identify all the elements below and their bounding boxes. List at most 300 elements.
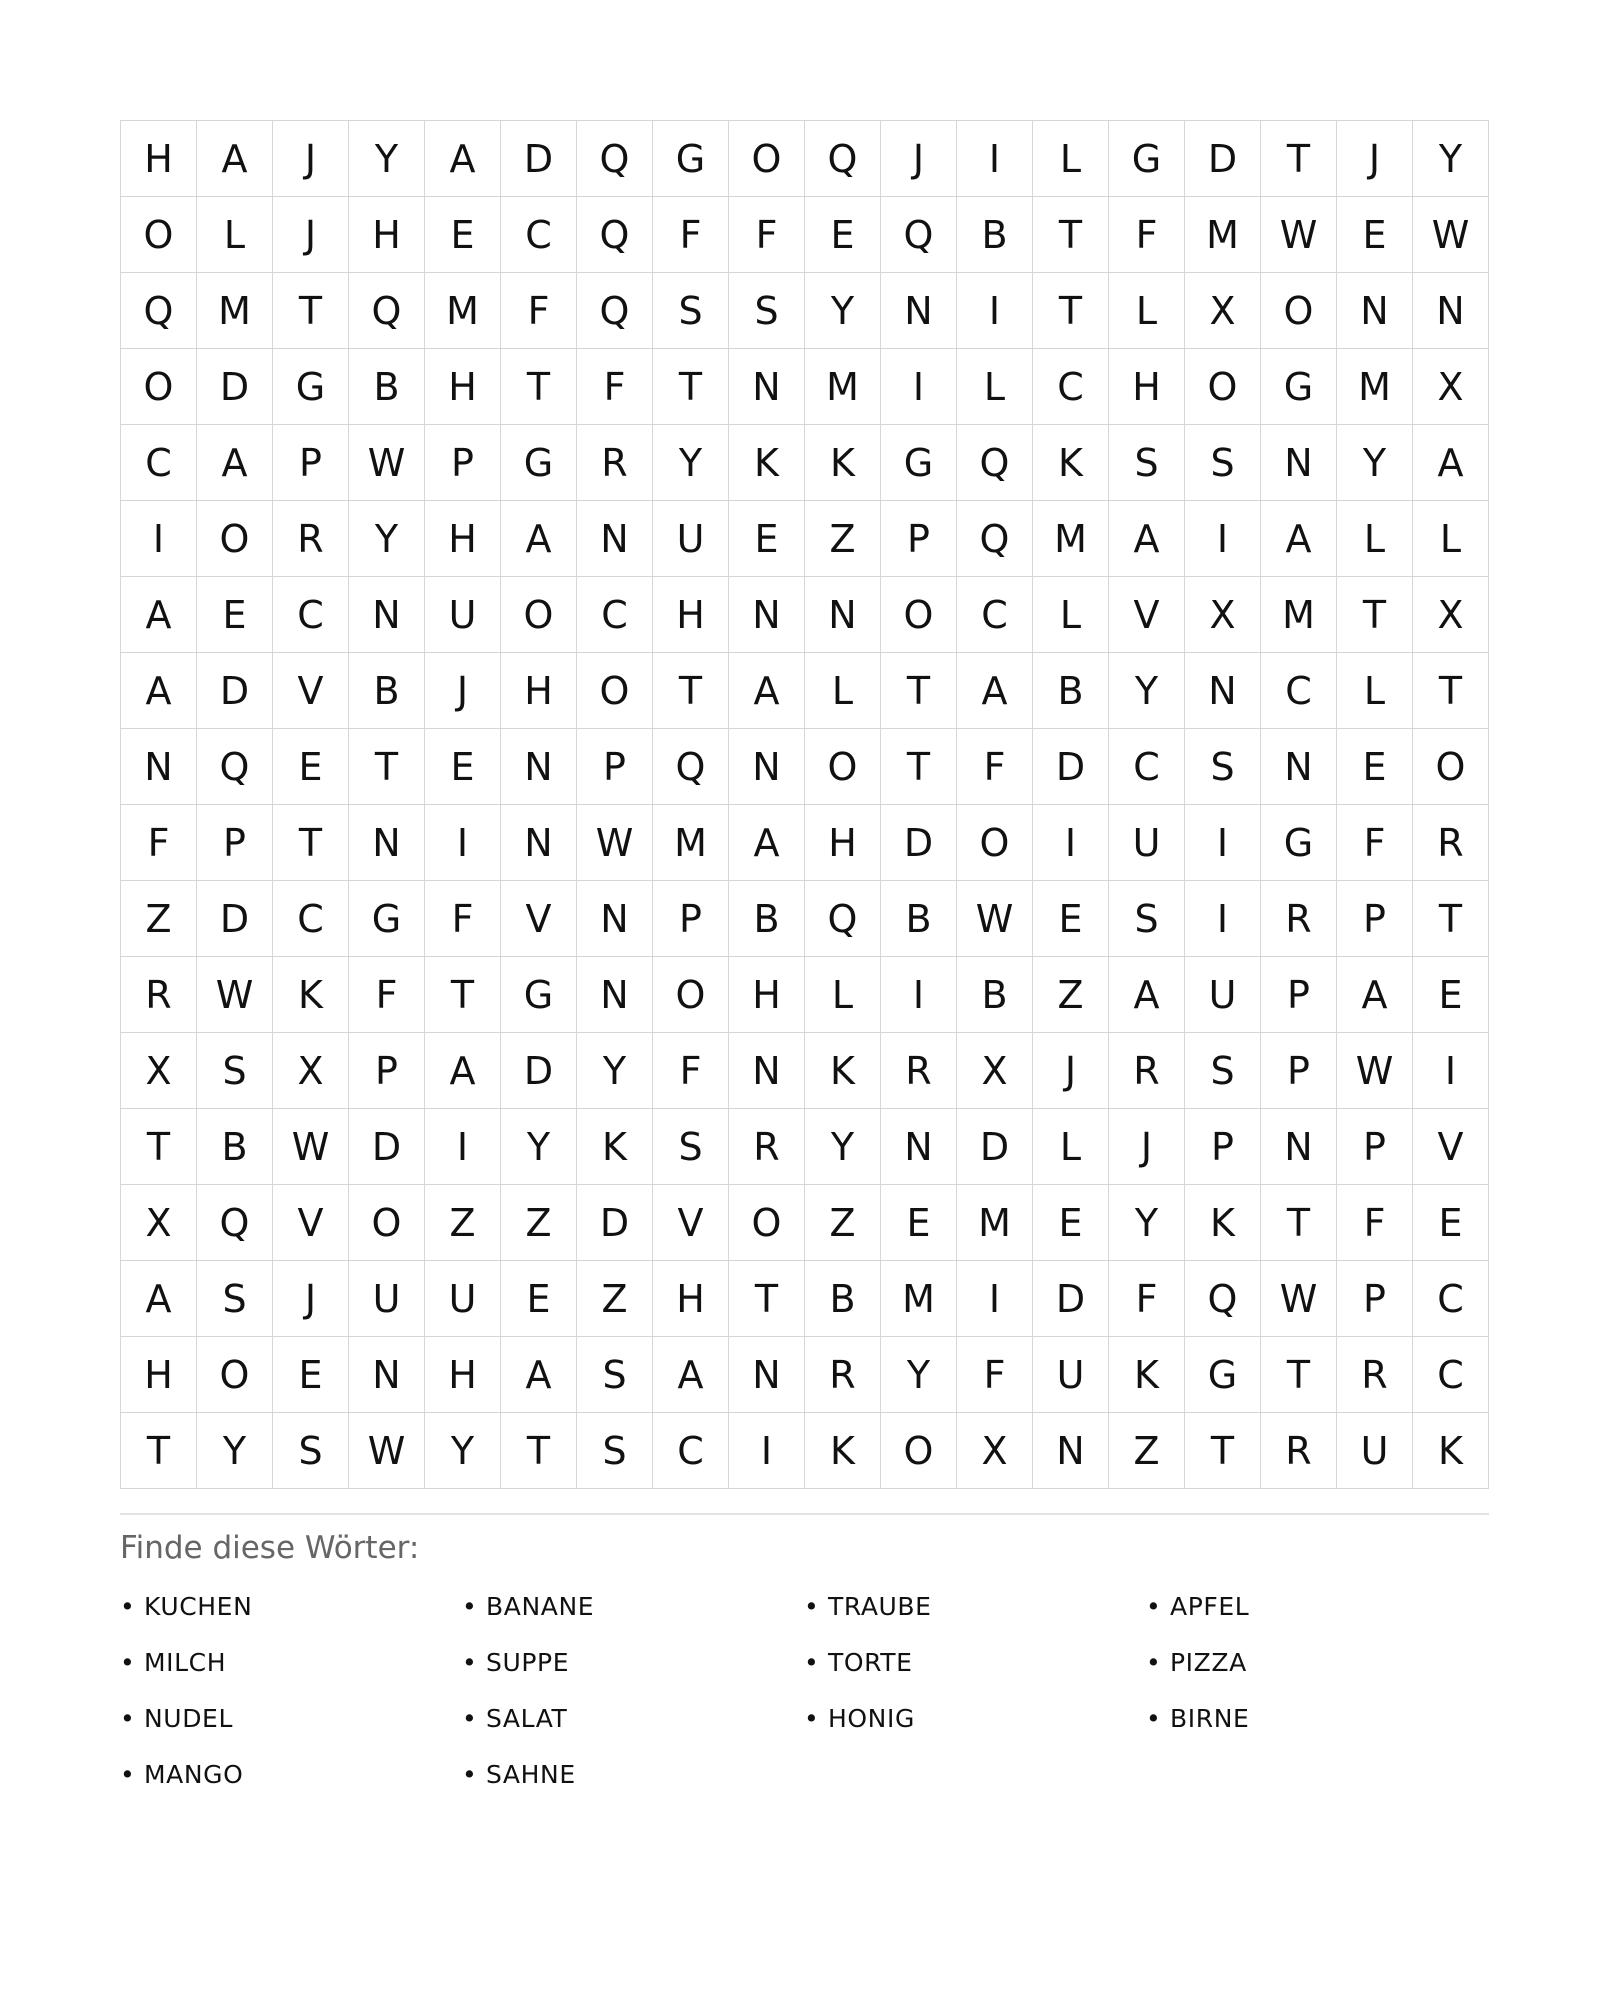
grid-cell[interactable]: O [121, 349, 197, 425]
grid-cell[interactable]: M [425, 273, 501, 349]
grid-cell[interactable]: N [729, 1033, 805, 1109]
grid-cell[interactable]: Q [881, 197, 957, 273]
grid-cell[interactable]: B [957, 197, 1033, 273]
grid-cell[interactable]: X [1413, 349, 1489, 425]
grid-cell[interactable]: M [1337, 349, 1413, 425]
grid-cell[interactable]: L [1033, 1109, 1109, 1185]
grid-cell[interactable]: S [1185, 425, 1261, 501]
grid-cell[interactable]: Z [425, 1185, 501, 1261]
grid-cell[interactable]: L [197, 197, 273, 273]
grid-cell[interactable]: C [957, 577, 1033, 653]
grid-cell[interactable]: B [1033, 653, 1109, 729]
grid-cell[interactable]: N [121, 729, 197, 805]
grid-cell[interactable]: E [425, 729, 501, 805]
grid-cell[interactable]: C [1261, 653, 1337, 729]
grid-cell[interactable]: Y [501, 1109, 577, 1185]
grid-cell[interactable]: O [577, 653, 653, 729]
grid-cell[interactable]: H [349, 197, 425, 273]
grid-cell[interactable]: M [957, 1185, 1033, 1261]
grid-cell[interactable]: O [1261, 273, 1337, 349]
grid-cell[interactable]: H [425, 1337, 501, 1413]
grid-cell[interactable]: I [425, 1109, 501, 1185]
grid-cell[interactable]: N [577, 501, 653, 577]
grid-cell[interactable]: B [957, 957, 1033, 1033]
grid-cell[interactable]: I [957, 1261, 1033, 1337]
grid-cell[interactable]: T [501, 1413, 577, 1489]
grid-cell[interactable]: Q [957, 425, 1033, 501]
grid-cell[interactable]: O [653, 957, 729, 1033]
grid-cell[interactable]: O [729, 1185, 805, 1261]
grid-cell[interactable]: A [1413, 425, 1489, 501]
grid-cell[interactable]: O [1185, 349, 1261, 425]
grid-cell[interactable]: R [805, 1337, 881, 1413]
grid-cell[interactable]: F [653, 197, 729, 273]
grid-cell[interactable]: F [1109, 197, 1185, 273]
grid-cell[interactable]: T [349, 729, 425, 805]
grid-cell[interactable]: E [1033, 1185, 1109, 1261]
grid-cell[interactable]: R [729, 1109, 805, 1185]
grid-cell[interactable]: I [1185, 881, 1261, 957]
grid-cell[interactable]: I [1413, 1033, 1489, 1109]
grid-cell[interactable]: L [1109, 273, 1185, 349]
grid-cell[interactable]: P [1185, 1109, 1261, 1185]
grid-cell[interactable]: P [653, 881, 729, 957]
grid-cell[interactable]: Q [121, 273, 197, 349]
grid-cell[interactable]: P [577, 729, 653, 805]
grid-cell[interactable]: D [197, 881, 273, 957]
grid-cell[interactable]: U [1109, 805, 1185, 881]
grid-cell[interactable]: N [1261, 1109, 1337, 1185]
grid-cell[interactable]: Y [349, 501, 425, 577]
grid-cell[interactable]: A [121, 577, 197, 653]
grid-cell[interactable]: E [273, 729, 349, 805]
grid-cell[interactable]: N [729, 349, 805, 425]
grid-cell[interactable]: F [957, 729, 1033, 805]
grid-cell[interactable]: P [425, 425, 501, 501]
grid-cell[interactable]: F [1109, 1261, 1185, 1337]
grid-cell[interactable]: D [197, 349, 273, 425]
grid-cell[interactable]: H [1109, 349, 1185, 425]
grid-cell[interactable]: O [197, 1337, 273, 1413]
grid-cell[interactable]: D [501, 121, 577, 197]
grid-cell[interactable]: S [729, 273, 805, 349]
grid-cell[interactable]: U [1185, 957, 1261, 1033]
grid-cell[interactable]: T [121, 1109, 197, 1185]
grid-cell[interactable]: W [1261, 197, 1337, 273]
grid-cell[interactable]: Y [653, 425, 729, 501]
grid-cell[interactable]: J [273, 197, 349, 273]
grid-cell[interactable]: G [501, 425, 577, 501]
grid-cell[interactable]: E [1337, 729, 1413, 805]
grid-cell[interactable]: S [1185, 729, 1261, 805]
grid-cell[interactable]: Q [197, 729, 273, 805]
grid-cell[interactable]: G [1261, 349, 1337, 425]
grid-cell[interactable]: Q [349, 273, 425, 349]
grid-cell[interactable]: B [729, 881, 805, 957]
grid-cell[interactable]: R [273, 501, 349, 577]
grid-cell[interactable]: P [1261, 957, 1337, 1033]
grid-cell[interactable]: Q [577, 121, 653, 197]
grid-cell[interactable]: M [653, 805, 729, 881]
grid-cell[interactable]: F [729, 197, 805, 273]
grid-cell[interactable]: F [957, 1337, 1033, 1413]
grid-cell[interactable]: D [197, 653, 273, 729]
grid-cell[interactable]: G [349, 881, 425, 957]
grid-cell[interactable]: F [349, 957, 425, 1033]
grid-cell[interactable]: H [121, 1337, 197, 1413]
grid-cell[interactable]: N [805, 577, 881, 653]
grid-cell[interactable]: L [1033, 577, 1109, 653]
grid-cell[interactable]: Y [577, 1033, 653, 1109]
grid-cell[interactable]: O [805, 729, 881, 805]
grid-cell[interactable]: Q [957, 501, 1033, 577]
grid-cell[interactable]: H [425, 501, 501, 577]
grid-cell[interactable]: B [349, 349, 425, 425]
grid-cell[interactable]: N [1261, 729, 1337, 805]
grid-cell[interactable]: F [1337, 805, 1413, 881]
grid-cell[interactable]: T [1033, 197, 1109, 273]
grid-cell[interactable]: S [1185, 1033, 1261, 1109]
grid-cell[interactable]: Y [197, 1413, 273, 1489]
grid-cell[interactable]: L [805, 653, 881, 729]
grid-cell[interactable]: L [957, 349, 1033, 425]
grid-cell[interactable]: E [729, 501, 805, 577]
grid-cell[interactable]: E [1413, 957, 1489, 1033]
grid-cell[interactable]: P [349, 1033, 425, 1109]
grid-cell[interactable]: S [653, 1109, 729, 1185]
grid-cell[interactable]: T [1033, 273, 1109, 349]
grid-cell[interactable]: N [349, 1337, 425, 1413]
grid-cell[interactable]: P [881, 501, 957, 577]
grid-cell[interactable]: X [121, 1185, 197, 1261]
grid-cell[interactable]: R [121, 957, 197, 1033]
grid-cell[interactable]: T [729, 1261, 805, 1337]
grid-cell[interactable]: T [273, 805, 349, 881]
grid-cell[interactable]: X [1185, 273, 1261, 349]
grid-cell[interactable]: S [1109, 881, 1185, 957]
grid-cell[interactable]: Z [1033, 957, 1109, 1033]
grid-cell[interactable]: P [1337, 881, 1413, 957]
grid-cell[interactable]: E [501, 1261, 577, 1337]
grid-cell[interactable]: I [1185, 805, 1261, 881]
grid-cell[interactable]: N [577, 881, 653, 957]
grid-cell[interactable]: O [349, 1185, 425, 1261]
grid-cell[interactable]: C [501, 197, 577, 273]
grid-cell[interactable]: X [957, 1413, 1033, 1489]
grid-cell[interactable]: I [425, 805, 501, 881]
grid-cell[interactable]: N [501, 805, 577, 881]
grid-cell[interactable]: V [273, 653, 349, 729]
grid-cell[interactable]: D [881, 805, 957, 881]
grid-cell[interactable]: V [273, 1185, 349, 1261]
grid-cell[interactable]: C [1413, 1261, 1489, 1337]
grid-cell[interactable]: J [425, 653, 501, 729]
grid-cell[interactable]: U [349, 1261, 425, 1337]
grid-cell[interactable]: N [729, 729, 805, 805]
grid-cell[interactable]: J [273, 121, 349, 197]
grid-cell[interactable]: H [653, 1261, 729, 1337]
grid-cell[interactable]: R [881, 1033, 957, 1109]
grid-cell[interactable]: K [1413, 1413, 1489, 1489]
grid-cell[interactable]: D [1033, 729, 1109, 805]
grid-cell[interactable]: K [1109, 1337, 1185, 1413]
grid-cell[interactable]: Q [577, 197, 653, 273]
grid-cell[interactable]: W [1413, 197, 1489, 273]
grid-cell[interactable]: Y [1109, 1185, 1185, 1261]
grid-cell[interactable]: X [1185, 577, 1261, 653]
grid-cell[interactable]: C [1413, 1337, 1489, 1413]
grid-cell[interactable]: L [1337, 653, 1413, 729]
grid-cell[interactable]: O [729, 121, 805, 197]
grid-cell[interactable]: A [121, 1261, 197, 1337]
grid-cell[interactable]: N [1413, 273, 1489, 349]
grid-cell[interactable]: N [501, 729, 577, 805]
grid-cell[interactable]: N [349, 577, 425, 653]
grid-cell[interactable]: F [577, 349, 653, 425]
grid-cell[interactable]: T [1413, 881, 1489, 957]
grid-cell[interactable]: I [881, 349, 957, 425]
grid-cell[interactable]: G [881, 425, 957, 501]
grid-cell[interactable]: Z [805, 1185, 881, 1261]
grid-cell[interactable]: I [121, 501, 197, 577]
grid-cell[interactable]: R [1261, 1413, 1337, 1489]
grid-cell[interactable]: G [1109, 121, 1185, 197]
grid-cell[interactable]: A [957, 653, 1033, 729]
grid-cell[interactable]: Y [805, 273, 881, 349]
grid-cell[interactable]: A [501, 1337, 577, 1413]
grid-cell[interactable]: F [1337, 1185, 1413, 1261]
grid-cell[interactable]: C [273, 881, 349, 957]
grid-cell[interactable]: N [881, 273, 957, 349]
grid-cell[interactable]: D [577, 1185, 653, 1261]
grid-cell[interactable]: I [957, 273, 1033, 349]
grid-cell[interactable]: W [1337, 1033, 1413, 1109]
grid-cell[interactable]: T [653, 349, 729, 425]
grid-cell[interactable]: H [805, 805, 881, 881]
grid-cell[interactable]: T [653, 653, 729, 729]
grid-cell[interactable]: E [197, 577, 273, 653]
grid-cell[interactable]: C [121, 425, 197, 501]
grid-cell[interactable]: O [197, 501, 273, 577]
grid-cell[interactable]: D [957, 1109, 1033, 1185]
grid-cell[interactable]: R [1109, 1033, 1185, 1109]
grid-cell[interactable]: T [1261, 1185, 1337, 1261]
grid-cell[interactable]: Z [121, 881, 197, 957]
grid-cell[interactable]: P [1337, 1109, 1413, 1185]
grid-cell[interactable]: A [1337, 957, 1413, 1033]
grid-cell[interactable]: E [425, 197, 501, 273]
grid-cell[interactable]: H [653, 577, 729, 653]
grid-cell[interactable]: K [805, 425, 881, 501]
grid-cell[interactable]: U [425, 1261, 501, 1337]
grid-cell[interactable]: E [1413, 1185, 1489, 1261]
grid-cell[interactable]: Q [653, 729, 729, 805]
grid-cell[interactable]: F [501, 273, 577, 349]
grid-cell[interactable]: F [653, 1033, 729, 1109]
grid-cell[interactable]: O [881, 577, 957, 653]
grid-cell[interactable]: T [1185, 1413, 1261, 1489]
grid-cell[interactable]: W [577, 805, 653, 881]
grid-cell[interactable]: V [1109, 577, 1185, 653]
grid-cell[interactable]: F [425, 881, 501, 957]
grid-cell[interactable]: M [197, 273, 273, 349]
grid-cell[interactable]: Y [1413, 121, 1489, 197]
grid-cell[interactable]: A [425, 121, 501, 197]
grid-cell[interactable]: T [501, 349, 577, 425]
grid-cell[interactable]: U [425, 577, 501, 653]
grid-cell[interactable]: K [273, 957, 349, 1033]
grid-cell[interactable]: G [653, 121, 729, 197]
grid-cell[interactable]: P [1261, 1033, 1337, 1109]
grid-cell[interactable]: N [1033, 1413, 1109, 1489]
grid-cell[interactable]: A [121, 653, 197, 729]
grid-cell[interactable]: Y [349, 121, 425, 197]
grid-cell[interactable]: Q [577, 273, 653, 349]
grid-cell[interactable]: M [1261, 577, 1337, 653]
grid-cell[interactable]: J [1109, 1109, 1185, 1185]
grid-cell[interactable]: A [729, 805, 805, 881]
grid-cell[interactable]: N [729, 577, 805, 653]
grid-cell[interactable]: O [1413, 729, 1489, 805]
grid-cell[interactable]: A [197, 121, 273, 197]
grid-cell[interactable]: T [881, 653, 957, 729]
grid-cell[interactable]: V [653, 1185, 729, 1261]
grid-cell[interactable]: T [273, 273, 349, 349]
grid-cell[interactable]: A [729, 653, 805, 729]
grid-cell[interactable]: I [729, 1413, 805, 1489]
grid-cell[interactable]: G [273, 349, 349, 425]
grid-cell[interactable]: E [1337, 197, 1413, 273]
grid-cell[interactable]: Q [805, 881, 881, 957]
grid-cell[interactable]: F [121, 805, 197, 881]
grid-cell[interactable]: X [1413, 577, 1489, 653]
grid-cell[interactable]: Q [197, 1185, 273, 1261]
grid-cell[interactable]: C [577, 577, 653, 653]
grid-cell[interactable]: R [1261, 881, 1337, 957]
grid-cell[interactable]: J [881, 121, 957, 197]
grid-cell[interactable]: R [577, 425, 653, 501]
grid-cell[interactable]: W [957, 881, 1033, 957]
grid-cell[interactable]: A [653, 1337, 729, 1413]
grid-cell[interactable]: Q [805, 121, 881, 197]
grid-cell[interactable]: Y [1337, 425, 1413, 501]
grid-cell[interactable]: L [1337, 501, 1413, 577]
grid-cell[interactable]: Y [1109, 653, 1185, 729]
grid-cell[interactable]: E [273, 1337, 349, 1413]
grid-cell[interactable]: H [501, 653, 577, 729]
grid-cell[interactable]: I [957, 121, 1033, 197]
grid-cell[interactable]: U [1033, 1337, 1109, 1413]
grid-cell[interactable]: S [273, 1413, 349, 1489]
grid-cell[interactable]: L [1033, 121, 1109, 197]
grid-cell[interactable]: S [577, 1413, 653, 1489]
grid-cell[interactable]: A [1109, 957, 1185, 1033]
grid-cell[interactable]: T [1337, 577, 1413, 653]
grid-cell[interactable]: O [121, 197, 197, 273]
grid-cell[interactable]: K [729, 425, 805, 501]
grid-cell[interactable]: N [729, 1337, 805, 1413]
grid-cell[interactable]: Q [1185, 1261, 1261, 1337]
grid-cell[interactable]: W [349, 1413, 425, 1489]
grid-cell[interactable]: T [425, 957, 501, 1033]
grid-cell[interactable]: P [1337, 1261, 1413, 1337]
grid-cell[interactable]: V [501, 881, 577, 957]
grid-cell[interactable]: W [273, 1109, 349, 1185]
grid-cell[interactable]: T [1261, 121, 1337, 197]
grid-cell[interactable]: Z [501, 1185, 577, 1261]
grid-cell[interactable]: A [425, 1033, 501, 1109]
grid-cell[interactable]: L [1413, 501, 1489, 577]
grid-cell[interactable]: J [1337, 121, 1413, 197]
grid-cell[interactable]: A [1261, 501, 1337, 577]
grid-cell[interactable]: K [805, 1033, 881, 1109]
grid-cell[interactable]: N [577, 957, 653, 1033]
grid-cell[interactable]: T [1413, 653, 1489, 729]
grid-cell[interactable]: S [653, 273, 729, 349]
grid-cell[interactable]: D [349, 1109, 425, 1185]
grid-cell[interactable]: M [1185, 197, 1261, 273]
grid-cell[interactable]: N [881, 1109, 957, 1185]
grid-cell[interactable]: I [881, 957, 957, 1033]
grid-cell[interactable]: I [1033, 805, 1109, 881]
grid-cell[interactable]: I [1185, 501, 1261, 577]
grid-cell[interactable]: M [881, 1261, 957, 1337]
grid-cell[interactable]: K [1185, 1185, 1261, 1261]
grid-cell[interactable]: J [273, 1261, 349, 1337]
grid-cell[interactable]: G [501, 957, 577, 1033]
grid-cell[interactable]: W [197, 957, 273, 1033]
grid-cell[interactable]: N [1337, 273, 1413, 349]
grid-cell[interactable]: T [121, 1413, 197, 1489]
grid-cell[interactable]: E [881, 1185, 957, 1261]
grid-cell[interactable]: S [197, 1033, 273, 1109]
grid-cell[interactable]: N [1261, 425, 1337, 501]
grid-cell[interactable]: N [1185, 653, 1261, 729]
grid-cell[interactable]: A [1109, 501, 1185, 577]
grid-cell[interactable]: K [577, 1109, 653, 1185]
grid-cell[interactable]: S [577, 1337, 653, 1413]
grid-cell[interactable]: B [881, 881, 957, 957]
grid-cell[interactable]: B [349, 653, 425, 729]
grid-cell[interactable]: Z [577, 1261, 653, 1337]
grid-cell[interactable]: W [1261, 1261, 1337, 1337]
grid-cell[interactable]: T [881, 729, 957, 805]
grid-cell[interactable]: Y [425, 1413, 501, 1489]
grid-cell[interactable]: A [501, 501, 577, 577]
grid-cell[interactable]: O [957, 805, 1033, 881]
grid-cell[interactable]: P [197, 805, 273, 881]
grid-cell[interactable]: B [197, 1109, 273, 1185]
grid-cell[interactable]: H [729, 957, 805, 1033]
grid-cell[interactable]: E [1033, 881, 1109, 957]
grid-cell[interactable]: B [805, 1261, 881, 1337]
grid-cell[interactable]: M [1033, 501, 1109, 577]
grid-cell[interactable]: S [1109, 425, 1185, 501]
grid-cell[interactable]: X [273, 1033, 349, 1109]
grid-cell[interactable]: U [653, 501, 729, 577]
grid-cell[interactable]: K [1033, 425, 1109, 501]
grid-cell[interactable]: K [805, 1413, 881, 1489]
grid-cell[interactable]: E [805, 197, 881, 273]
grid-cell[interactable]: H [121, 121, 197, 197]
grid-cell[interactable]: J [1033, 1033, 1109, 1109]
grid-cell[interactable]: X [957, 1033, 1033, 1109]
grid-cell[interactable]: X [121, 1033, 197, 1109]
grid-cell[interactable]: Z [805, 501, 881, 577]
grid-cell[interactable]: P [273, 425, 349, 501]
grid-cell[interactable]: W [349, 425, 425, 501]
grid-cell[interactable]: R [1337, 1337, 1413, 1413]
